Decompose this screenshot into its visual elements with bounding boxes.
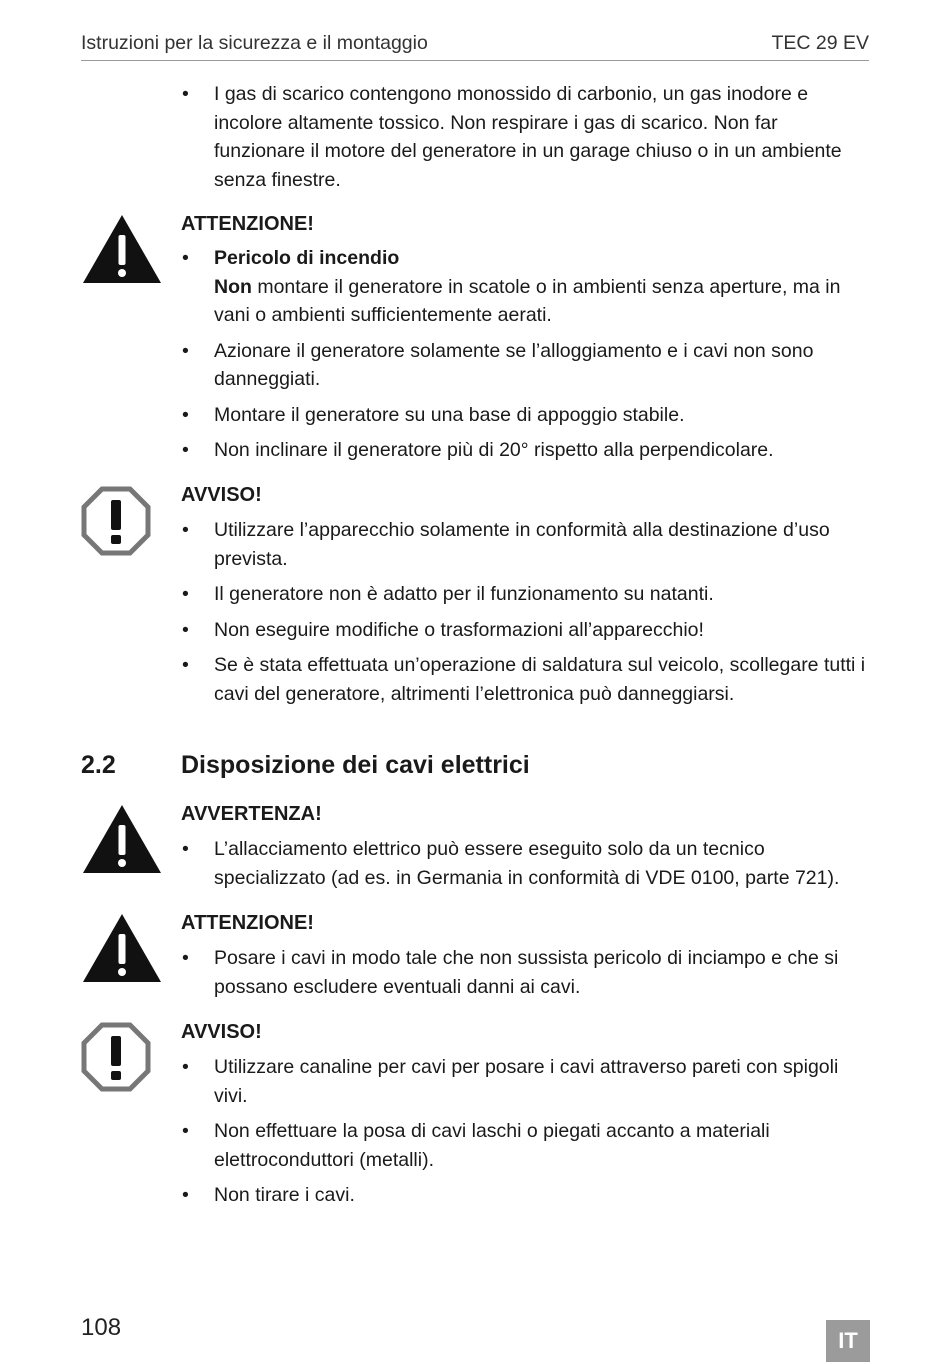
warning-triangle-icon	[81, 912, 163, 984]
warning-block-electrician	[181, 800, 871, 892]
list-item: • Utilizzare l’apparecchio solamente in conformità alla destinazione d’uso prevista.	[181, 516, 871, 573]
list-item	[181, 244, 871, 330]
item-emphasis: Non	[214, 275, 252, 298]
list-item: • Posare i cavi in modo tale che non sussista pericolo di inciampo e che si possano escludere eventuali danni ai cavi.	[181, 944, 871, 1001]
list-item: • Utilizzare canaline per cavi per posare i cavi attraverso pareti con spigoli vivi.	[181, 1053, 871, 1110]
list-item: • Se è stata effettuata un’operazione di saldatura sul veicolo, scollegare tutti i cavi del generatore, altrimenti l’elettronica può danneggiarsi.	[181, 651, 871, 708]
notice-heading: AVVISO!	[181, 1021, 262, 1043]
notice-block-cabling	[181, 1018, 871, 1210]
notice-octagon-icon	[81, 486, 151, 556]
item-title: Pericolo di incendio	[214, 247, 400, 269]
list-item: • Non effettuare la posa di cavi laschi o piegati accanto a materiali elettroconduttori (metalli).	[181, 1117, 871, 1174]
notice-block-usage	[181, 481, 871, 708]
list-item: • Non eseguire modifiche o trasformazioni all’apparecchio!	[181, 616, 871, 645]
section-number: 2.2	[81, 751, 116, 779]
notice-heading: ATTENZIONE!	[181, 213, 314, 235]
header-document-title: Istruzioni per la sicurezza e il montaggio	[81, 32, 428, 54]
item-text: montare il generatore in scatole o in ambienti senza aperture, ma in vani o ambienti sufficientemente aerati.	[214, 275, 841, 326]
notice-heading: AVVERTENZA!	[181, 803, 322, 825]
list-item: • Azionare il generatore solamente se l’alloggiamento e i cavi non sono danneggiati.	[181, 337, 871, 394]
page-number: 108	[81, 1314, 122, 1341]
list-item: • I gas di scarico contengono monossido di carbonio, un gas inodore e incolore altamente tossico. Non respirare i gas di scarico. Non far funzionare il motore del generatore in un garage chiuso o in un ambiente senza finestre.	[181, 80, 871, 194]
warning-triangle-icon	[81, 803, 163, 875]
list-item: • Montare il generatore su una base di appoggio stabile.	[181, 401, 871, 430]
header-model-name: TEC 29 EV	[771, 32, 869, 54]
list-item: • Non tirare i cavi.	[181, 1181, 871, 1210]
list-item: • Il generatore non è adatto per il funzionamento su natanti.	[181, 580, 871, 609]
intro-block	[181, 80, 871, 194]
attention-block-cables	[181, 909, 871, 1001]
section-title: Disposizione dei cavi elettrici	[181, 751, 530, 779]
warning-triangle-icon	[81, 213, 163, 285]
notice-heading: ATTENZIONE!	[181, 912, 314, 934]
page-header	[81, 30, 869, 61]
list-item: • Non inclinare il generatore più di 20° rispetto alla perpendicolare.	[181, 436, 871, 465]
list-item: • L’allacciamento elettrico può essere eseguito solo da un tecnico specializzato (ad es. in Germania in conformità di VDE 0100, parte 721).	[181, 835, 871, 892]
notice-heading: AVVISO!	[181, 484, 262, 506]
attention-block-fire	[181, 210, 871, 465]
language-tab: IT	[826, 1320, 870, 1362]
notice-octagon-icon	[81, 1022, 151, 1092]
